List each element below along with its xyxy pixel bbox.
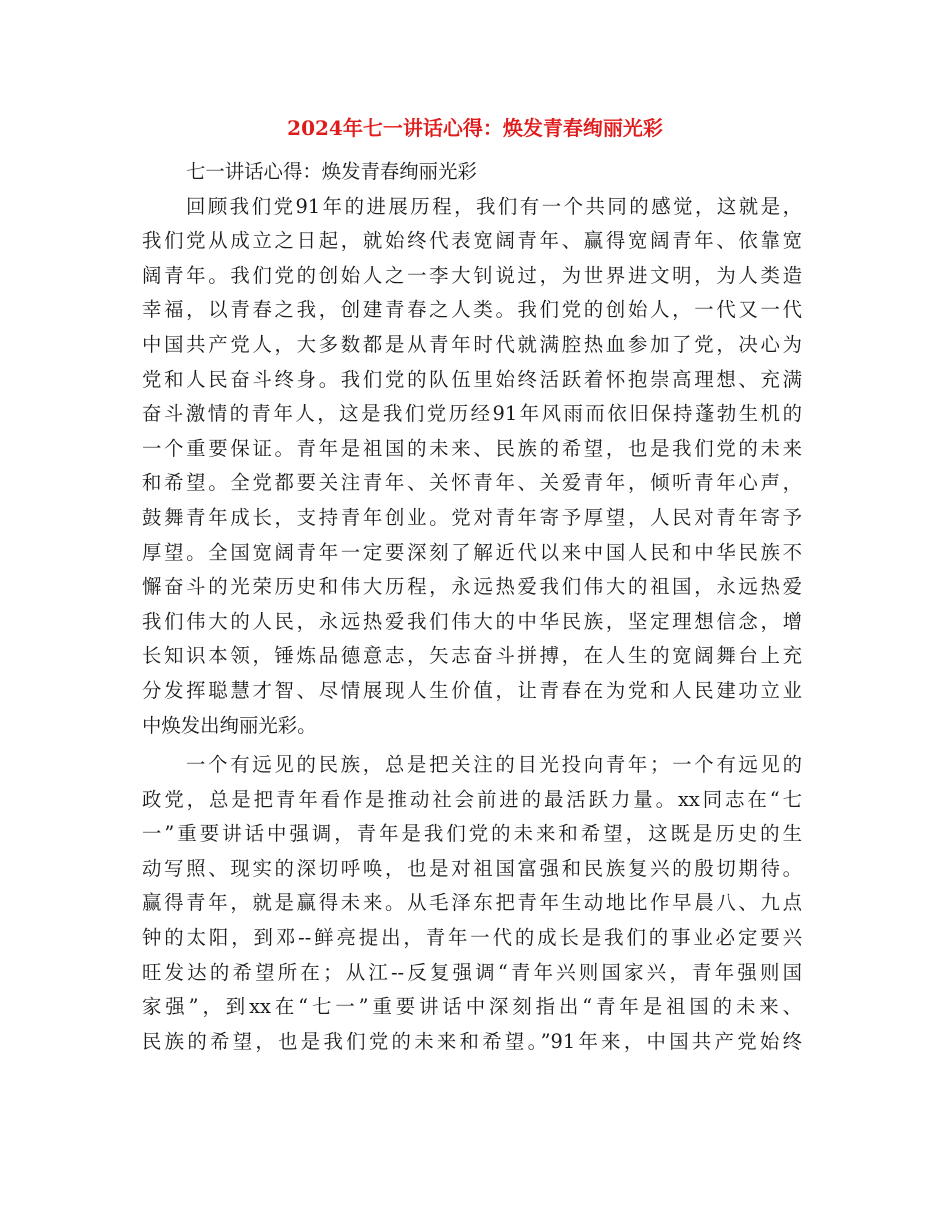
paragraph-line: 民族的希望，也是我们党的未来和希望。”91年来，中国共产党始终 xyxy=(142,1029,802,1053)
paragraph-line: 中国共产党人，大多数都是从青年时代就满腔热血参加了党，决心为 xyxy=(142,332,802,356)
paragraph-line: 我们党从成立之日起，就始终代表宽阔青年、赢得宽阔青年、依靠宽 xyxy=(142,229,802,253)
paragraph-line: 钟的太阳，到邓--鲜亮提出，青年一代的成长是我们的事业必定要兴 xyxy=(142,926,802,950)
paragraph-2 xyxy=(142,748,802,1059)
paragraph-line: 幸福，以青春之我，创建青春之人类。我们党的创始人，一代又一代 xyxy=(142,298,802,322)
document-subtitle: 七一讲话心得：焕发青春绚丽光彩 xyxy=(186,160,477,183)
paragraph-line: 分发挥聪慧才智、尽情展现人生价值，让青春在为党和人民建功立业 xyxy=(142,678,802,702)
paragraph-line: 长知识本领，锤炼品德意志，矢志奋斗拼搏，在人生的宽阔舞台上充 xyxy=(142,644,802,668)
paragraph-line: 和希望。全党都要关注青年、关怀青年、关爱青年，倾听青年心声， xyxy=(142,471,802,495)
paragraph-line: 政党，总是把青年看作是推动社会前进的最活跃力量。xx同志在“七 xyxy=(142,787,802,811)
paragraph-line: 懈奋斗的光荣历史和伟大历程，永远热爱我们伟大的祖国，永远热爱 xyxy=(142,575,802,599)
paragraph-line: 旺发达的希望所在；从江--反复强调“青年兴则国家兴，青年强则国 xyxy=(142,960,802,984)
paragraph-line: 一个重要保证。青年是祖国的未来、民族的希望，也是我们党的未来 xyxy=(142,436,802,460)
paragraph-1 xyxy=(142,190,802,744)
paragraph-line: 一”重要讲话中强调，青年是我们党的未来和希望，这既是历史的生 xyxy=(142,822,802,846)
paragraph-line: 鼓舞青年成长，支持青年创业。党对青年寄予厚望，人民对青年寄予 xyxy=(142,505,802,529)
document-body xyxy=(142,155,802,1059)
paragraph-line: 中焕发出绚丽光彩。 xyxy=(142,713,317,737)
document-title: 2024年七一讲话心得：焕发青春绚丽光彩 xyxy=(287,116,663,140)
paragraph-line: 党和人民奋斗终身。我们党的队伍里始终活跃着怀抱崇高理想、充满 xyxy=(142,367,802,391)
paragraph-line: 奋斗激情的青年人，这是我们党历经91年风雨而依旧保持蓬勃生机的 xyxy=(142,402,802,426)
paragraph-line: 一个有远见的民族，总是把关注的目光投向青年；一个有远见的 xyxy=(186,753,802,777)
paragraph-line: 赢得青年，就是赢得未来。从毛泽东把青年生动地比作早晨八、九点 xyxy=(142,891,802,915)
paragraph-line: 家强”，到xx在“七一”重要讲话中深刻指出“青年是祖国的未来、 xyxy=(142,995,802,1019)
paragraph-line: 回顾我们党91年的进展历程，我们有一个共同的感觉，这就是， xyxy=(186,194,802,218)
paragraph-line: 厚望。全国宽阔青年一定要深刻了解近代以来中国人民和中华民族不 xyxy=(142,540,802,564)
paragraph-line: 动写照、现实的深切呼唤，也是对祖国富强和民族复兴的殷切期待。 xyxy=(142,856,802,880)
paragraph-line: 阔青年。我们党的创始人之一李大钊说过，为世界进文明，为人类造 xyxy=(142,263,802,287)
paragraph-line: 我们伟大的人民，永远热爱我们伟大的中华民族，坚定理想信念，增 xyxy=(142,609,802,633)
